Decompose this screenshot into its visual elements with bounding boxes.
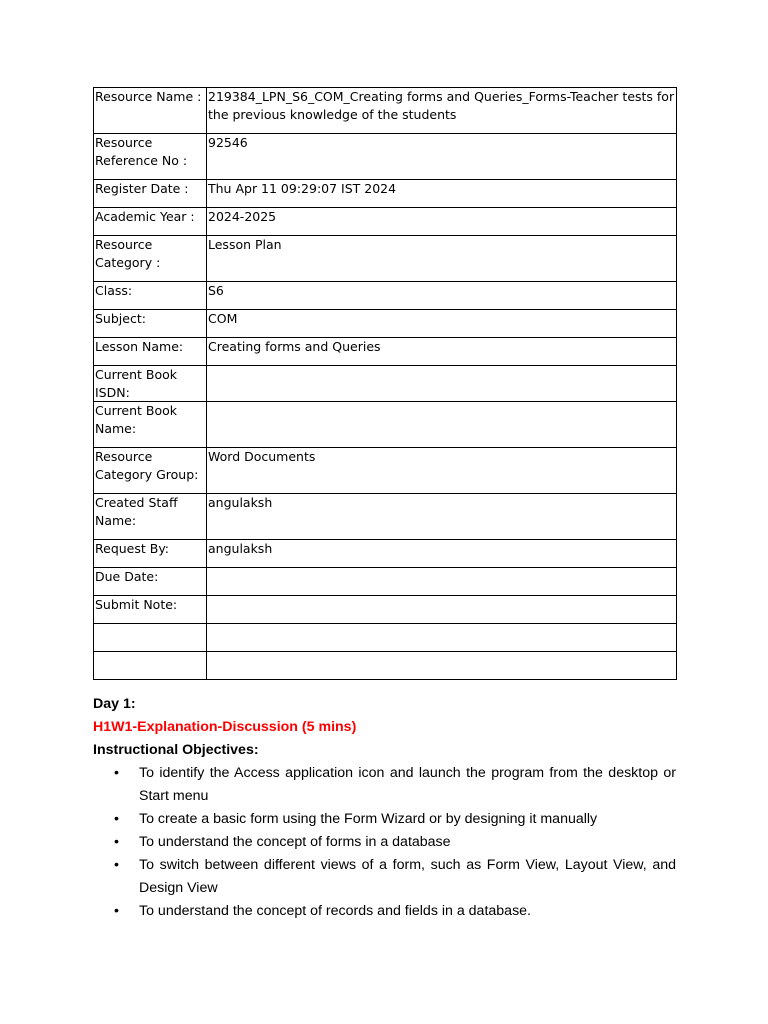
field-value: 92546 [207,134,677,180]
day-heading: Day 1: [93,696,136,712]
objectives-list [93,762,676,923]
objective-text: To identify the Access application icon and launch the program from the desktop or Start menu [139,765,676,804]
field-value: S6 [207,282,677,310]
bullet-icon: • [114,857,119,873]
objective-text: To understand the concept of forms in a database [139,834,451,850]
field-value [207,402,677,448]
field-label: Subject: [94,310,207,338]
field-label: Resource Reference No : [94,134,207,180]
field-value [207,568,677,596]
field-label: Request By: [94,540,207,568]
field-value: 219384_LPN_S6_COM_Creating forms and Queries_Forms-Teacher tests for the previous knowledge of the students [207,88,677,134]
list-item [93,808,676,831]
table-row [94,494,677,540]
field-label: Resource Category : [94,236,207,282]
field-label [94,624,207,652]
field-label: Register Date : [94,180,207,208]
field-value: Thu Apr 11 09:29:07 IST 2024 [207,180,677,208]
field-value: Creating forms and Queries [207,338,677,366]
table-row [94,236,677,282]
field-value [207,596,677,624]
field-value: Lesson Plan [207,236,677,282]
bullet-icon: • [114,903,119,919]
objective-text: To switch between different views of a form, such as Form View, Layout View, and Design View [139,857,676,896]
table-row [94,652,677,680]
table-row [94,88,677,134]
field-label: Resource Category Group: [94,448,207,494]
field-value [207,624,677,652]
field-label: Current Book Name: [94,402,207,448]
table-row [94,310,677,338]
table-row [94,134,677,180]
objective-text: To understand the concept of records and fields in a database. [139,903,531,919]
field-value: Word Documents [207,448,677,494]
table-row [94,282,677,310]
field-label: Resource Name : [94,88,207,134]
list-item [93,762,676,808]
field-label: Submit Note: [94,596,207,624]
field-value [207,366,677,402]
objective-text: To create a basic form using the Form Wizard or by designing it manually [139,811,598,827]
field-value: COM [207,310,677,338]
resource-info-table [93,87,677,680]
table-row [94,180,677,208]
field-value: angulaksh [207,540,677,568]
table-row [94,568,677,596]
table-row [94,366,677,402]
field-label: Due Date: [94,568,207,596]
table-row [94,208,677,236]
field-label: Class: [94,282,207,310]
lesson-content [93,693,676,923]
bullet-icon: • [114,811,119,827]
table-row [94,540,677,568]
table-row [94,338,677,366]
table-row [94,448,677,494]
field-value: angulaksh [207,494,677,540]
bullet-icon: • [114,765,119,781]
section-heading: H1W1-Explanation-Discussion (5 mins) [93,719,357,735]
field-label [94,652,207,680]
objectives-heading: Instructional Objectives: [93,742,259,758]
table-row [94,596,677,624]
field-label: Current Book ISDN: [94,366,207,402]
list-item [93,831,676,854]
list-item [93,900,676,923]
field-value [207,652,677,680]
bullet-icon: • [114,834,119,850]
table-row [94,402,677,448]
table-row [94,624,677,652]
resource-info-body [94,88,677,680]
field-value: 2024-2025 [207,208,677,236]
field-label: Lesson Name: [94,338,207,366]
field-label: Academic Year : [94,208,207,236]
list-item [93,854,676,900]
field-label: Created Staff Name: [94,494,207,540]
